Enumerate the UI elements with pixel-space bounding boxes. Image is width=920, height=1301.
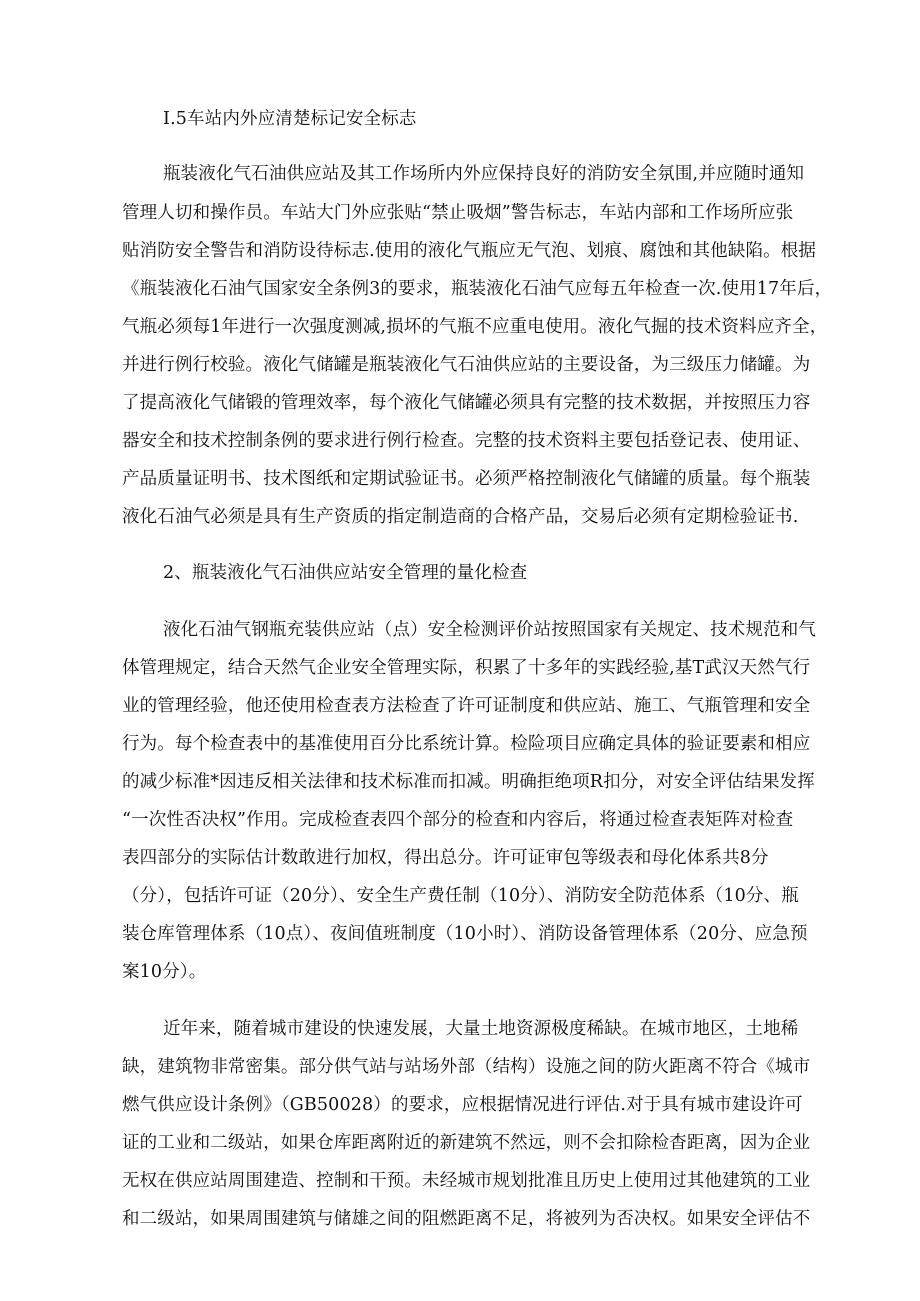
section-heading-2: 2、瓶装液化气石油供应站安全管理的量化检查	[163, 563, 528, 583]
paragraph-line: 业的管理经验，他还使用检查表方法检查了许可证制度和供应站、施工、气瓶管理和安全	[122, 696, 811, 716]
paragraph-line: （分），包括许可证（20分）、安全生产费任制（10分）、消防安全防范体系（10分、瓶	[122, 886, 799, 906]
paragraph-line: 装仓库管理体系（10点）、夜间值班制度（10小时）、消防设备管理体系（20分、应急预	[122, 924, 808, 944]
paragraph-line: 缺，建筑物非常密集。部分供气站与站场外部（结构）设施之间的防火距离不符合《城市	[122, 1057, 811, 1077]
paragraph-line: 液化石油气必须是具有生产资质的指定制造商的合格产品，交易后必须有定期检验证书.	[122, 507, 799, 527]
paragraph-line: “一次性否决权”作用。完成检查表四个部分的检查和内容后，将通过检查表矩阵对检查	[122, 810, 794, 830]
paragraph-line: 产品质量证明书、技术图纸和定期试验证书。必须严格控制液化气储罐的质量。每个瓶装	[122, 469, 811, 489]
paragraph-line: 和二级站，如果周围建筑与储雄之间的阻燃距离不足，将被列为否决权。如果安全评估不	[122, 1209, 811, 1229]
paragraph-line: 证的工业和二级站，如果仓库距离附近的新建筑不然远，则不会扣除检杳距离，因为企业	[122, 1133, 811, 1153]
paragraph-line: 近年来，随着城市建设的快速发展，大量土地资源极度稀缺。在城市地区，土地稀	[163, 1019, 799, 1039]
paragraph-line: 行为。每个检查表中的基准使用百分比系统计算。检险项目应确定具体的验证要素和相应	[122, 734, 811, 754]
paragraph-line: 体管理规定，结合天然气企业安全管理实际，积累了十多年的实践经验,基T武汉天然气行	[122, 658, 811, 678]
paragraph-line: 器安全和技术控制条例的要求进行例行检查。完整的技术资料主要包括登记表、使用证、	[122, 431, 811, 451]
paragraph-line: 气瓶必须每1年进行一次强度测减,损坏的气瓶不应重电使用。液化气掘的技术资料应齐全，	[122, 317, 828, 337]
paragraph-line: 的减少标准*因违反相关法律和技术标准而扣减。明确拒绝项R扣分，对安全评估结果发挥	[122, 772, 815, 792]
paragraph-line: 管理人切和操作员。车站大门外应张贴“禁止吸烟”警告标志，车站内部和工作场所应张	[122, 203, 794, 223]
paragraph-line: 案10分）。	[122, 962, 207, 982]
paragraph-line: 瓶装液化气石油供应站及其工作场所内外应保持良好的消防安全氛围,并应随时通知	[163, 164, 805, 184]
section-heading-1-5: I.5车站内外应清楚标记安全标志	[163, 109, 417, 129]
paragraph-line: 表四部分的实际估计数敢进行加权，得出总分。许可证审包等级表和母化体系共8分	[122, 848, 769, 868]
paragraph-line: 并进行例行校验。液化气储罐是瓶装液化气石油供应站的主要设备，为三级压力储罐。为	[122, 355, 811, 375]
paragraph-line: 燃气供应设计条例》（GB50028）的要求，应根据情况进行评估.对于具有城市建设许可	[122, 1095, 803, 1115]
paragraph-line: 无权在供应站周围建造、控制和干预。未经城市规划批准且历史上使用过其他建筑的工业	[122, 1171, 811, 1191]
paragraph-line: 贴消防安全警告和消防设待标志.使用的液化气瓶应无气泡、划痕、腐蚀和其他缺陷。根据	[122, 241, 817, 261]
paragraph-line: 《瓶装液化石油气国家安全条例3的要求，瓶装液化石油气应每五年检查一次.使用17年后，	[122, 279, 833, 299]
paragraph-line: 了提高液化气储锻的管理效率，每个液化气储罐必须具有完整的技术数据，并按照压力容	[122, 393, 811, 413]
paragraph-line: 液化石油气钢瓶充装供应站（点）安全检测评价站按照国家有关规定、技术规范和气	[163, 620, 817, 640]
